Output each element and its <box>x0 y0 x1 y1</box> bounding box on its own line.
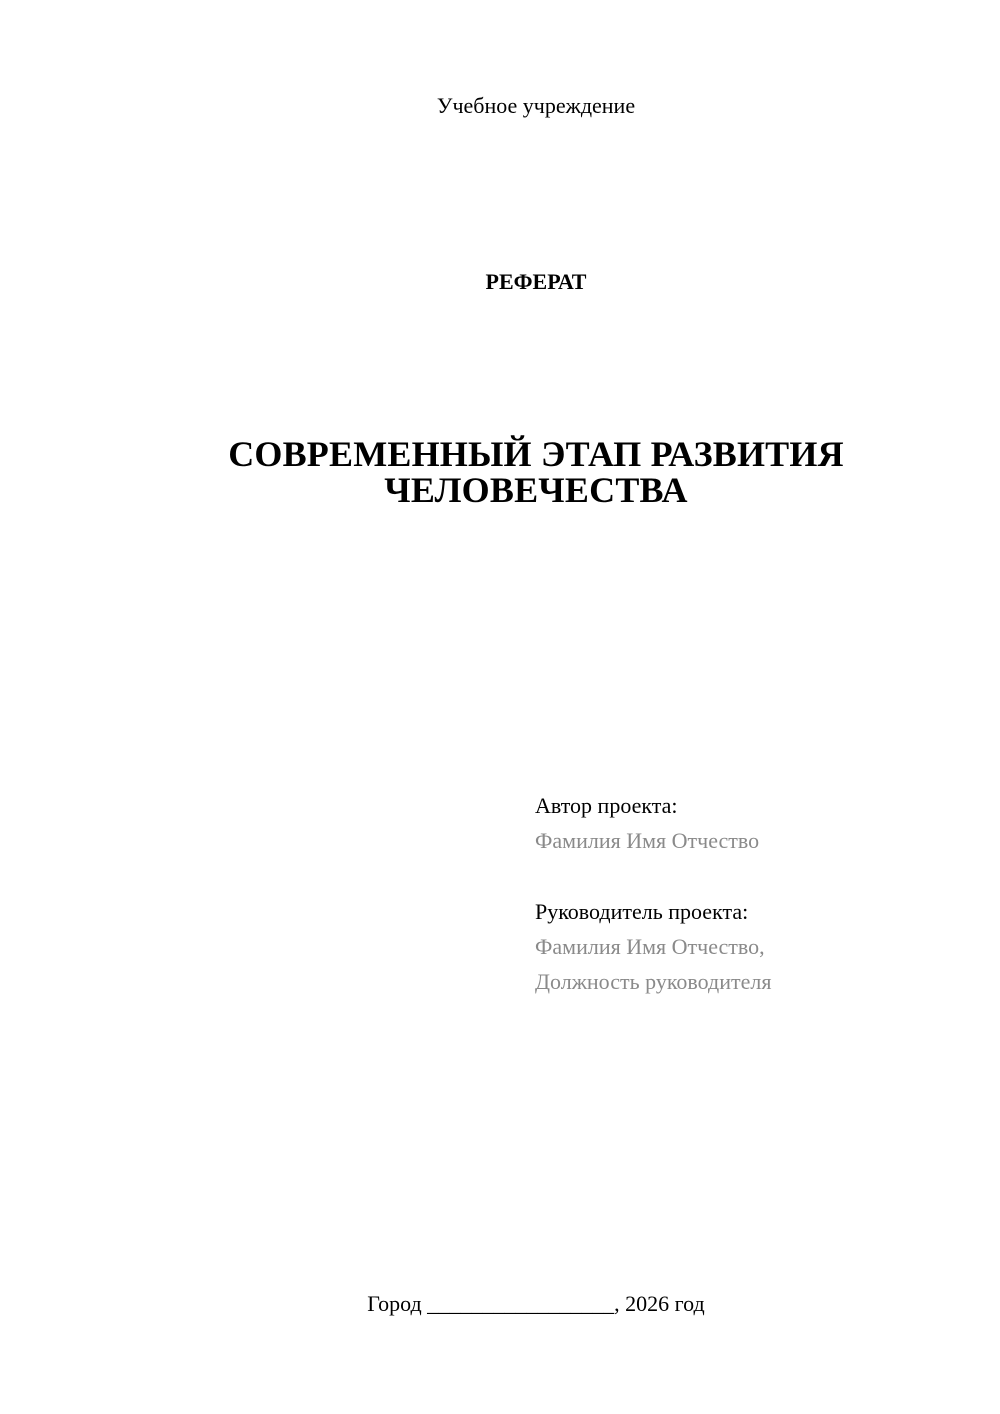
document-title <box>0 436 1000 508</box>
document-title-line-1: СОВРЕМЕННЫЙ ЭТАП РАЗВИТИЯ <box>228 434 844 474</box>
supervisor-name-placeholder: Фамилия Имя Отчество, <box>535 934 765 959</box>
city-year-line: Город _________________, 2026 год <box>367 1291 705 1316</box>
author-label: Автор проекта: <box>535 793 678 818</box>
project-info-block <box>535 788 771 999</box>
document-title-line-2: ЧЕЛОВЕЧЕСТВА <box>384 470 688 510</box>
supervisor-position-placeholder: Должность руководителя <box>535 969 772 994</box>
author-name-placeholder: Фамилия Имя Отчество <box>535 828 760 853</box>
document-type: РЕФЕРАТ <box>485 269 587 294</box>
institution-name: Учебное учреждение <box>436 93 636 118</box>
info-spacer <box>535 858 771 894</box>
supervisor-label: Руководитель проекта: <box>535 899 749 924</box>
